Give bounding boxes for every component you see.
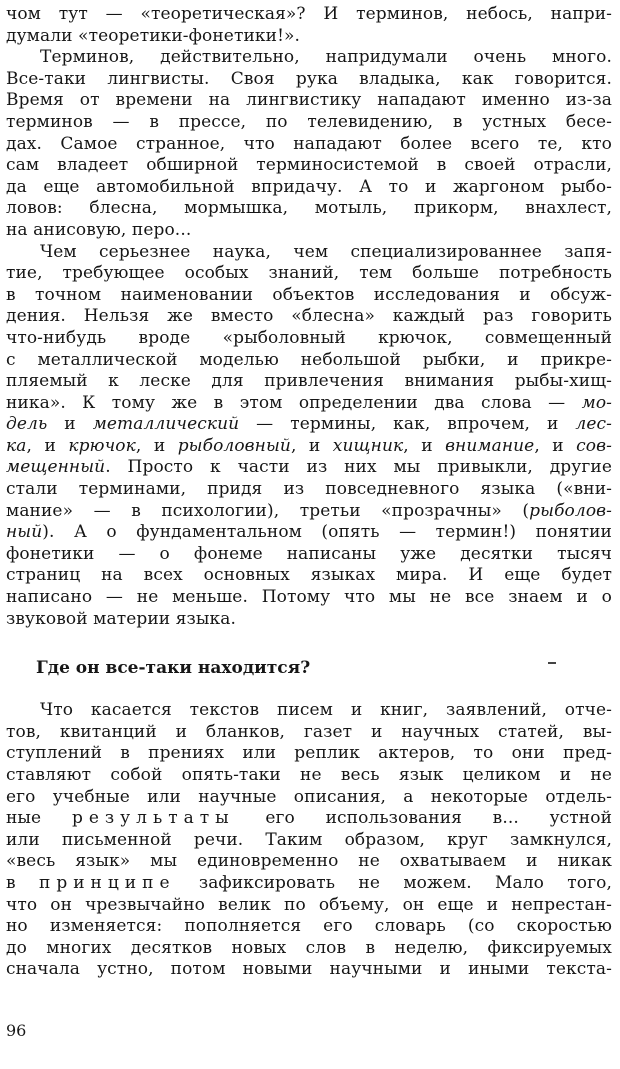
text-line: его учебные или научные описания, а некоторые отдель-: [6, 786, 612, 807]
text-span: , и: [26, 435, 69, 456]
italic-term: дель: [6, 414, 48, 435]
text-span: — термины, как, впрочем, и: [239, 414, 576, 435]
text-line: что он чрезвычайно велик по объему, он еще и непрестан-: [6, 894, 612, 915]
text-line: написано — не меньше. Потому что мы не все знаем и о: [6, 587, 612, 608]
italic-term: крючок: [68, 435, 136, 456]
text-line: «весь язык» мы единовременно не охватываем и никак: [6, 851, 612, 872]
text-line: сначала устно, потом новыми научными и иными текста-: [6, 959, 612, 980]
text-span: в: [6, 872, 39, 893]
text-line: дения. Нельзя же вместо «блесна» каждый раз говорить: [6, 306, 612, 327]
italic-term: ный: [6, 522, 43, 543]
text-line: Терминов, действительно, напридумали очень много.: [40, 47, 612, 68]
text-line: но изменяется: пополняется его словарь (со скоростью: [6, 916, 612, 937]
section-heading: Где он все-таки находится?: [36, 658, 311, 679]
text-span: ). А о фундаментальном (опять — термин!) понятии: [42, 522, 612, 543]
text-line: сам владеет обширной терминосистемой в своей отрасли,: [6, 155, 612, 176]
text-line: [6, 873, 612, 895]
text-span: , и: [290, 435, 333, 456]
text-line: Чем серьезнее наука, чем специализированнее запя-: [40, 241, 612, 262]
text-line: до многих десятков новых слов в неделю, фиксируемых: [6, 937, 612, 958]
italic-term: ка: [6, 435, 27, 456]
text-line: ловов: блесна, мормышка, мотыль, прикорм, внахлест,: [6, 198, 612, 219]
text-line: тов, квитанций и бланков, газет и научных статей, вы-: [6, 721, 612, 742]
spaced-term: принципе: [38, 872, 176, 893]
text-line: Время от времени на лингвистику нападают именно из-за: [6, 90, 612, 111]
italic-term: сов-: [576, 435, 612, 456]
text-line: что-нибудь вроде «рыболовный крючок, совмещенный: [6, 327, 612, 348]
text-line: или письменной речи. Таким образом, круг замкнулся,: [6, 829, 612, 850]
text-line: [6, 501, 612, 523]
italic-term: лес-: [575, 414, 612, 435]
text-span: и: [47, 414, 93, 435]
text-line: на анисовую, перо...: [6, 219, 192, 240]
text-line: да еще автомобильной впридачу. А то и жаргоном рыбо-: [6, 176, 612, 197]
text-span: ные: [6, 808, 72, 829]
text-span: зафиксировать не можем. Мало того,: [175, 872, 612, 893]
text-line: стали терминами, придя из повседневного языка («вни-: [6, 479, 612, 500]
italic-term: мо-: [581, 392, 612, 413]
text-line: звуковой материи языка.: [6, 608, 237, 629]
text-line: [6, 393, 612, 415]
italic-term: металлический: [92, 414, 240, 435]
text-line: страниц на всех основных языках мира. И еще будет: [6, 565, 612, 586]
text-line: [6, 808, 612, 830]
italic-term: рыболовный: [177, 435, 291, 456]
text-span: . Просто к части из них мы привыкли, другие: [105, 457, 612, 478]
text-line: чом тут — «теоретическая»? И терминов, небось, напри-: [6, 4, 612, 24]
text-line: [6, 436, 612, 458]
print-speck: [548, 662, 556, 664]
text-line: [6, 457, 612, 479]
text-line: пляемый к леске для привлечения внимания рыбы-хищ-: [6, 371, 612, 392]
text-span: , и: [135, 435, 178, 456]
text-line: Что касается текстов писем и книг, заявлений, отче-: [40, 700, 612, 721]
text-line: фонетики — о фонеме написаны уже десятки тысяч: [6, 543, 612, 564]
text-line: [6, 522, 612, 544]
italic-term: мещенный: [6, 457, 106, 478]
text-line: [6, 414, 612, 436]
italic-term: хищник: [332, 435, 404, 456]
text-line: ставляют собой опять-таки не весь язык целиком и не: [6, 765, 612, 785]
page-number: 96: [6, 1021, 27, 1040]
spaced-term: результаты: [71, 808, 235, 829]
text-line: думали «теоретики-фонетики!».: [6, 25, 300, 46]
text-span: , и: [403, 435, 446, 456]
text-line: терминов — в прессе, по телевидению, в устных бесе-: [6, 111, 612, 132]
text-span: , и: [534, 435, 577, 456]
italic-term: рыболов-: [529, 500, 612, 521]
text-line: Все-таки лингвисты. Своя рука владыка, как говорится.: [6, 68, 612, 89]
italic-term: внимание: [445, 435, 535, 456]
text-line: ступлений в прениях или реплик актеров, то они пред-: [6, 743, 612, 764]
text-span: его использования в... устной: [234, 808, 612, 829]
text-span: ника». К тому же в этом определении два слова —: [6, 392, 566, 413]
text-line: в точном наименовании объектов исследования и обсуж-: [6, 284, 612, 305]
text-line: дах. Самое странное, что нападают более всего те, кто: [6, 133, 612, 154]
text-line: с металлической моделью небольшой рыбки, и прикре-: [6, 349, 612, 370]
text-span: мание» — в психологии), третьи «прозрачны» (: [6, 500, 530, 521]
text-line: тие, требующее особых знаний, тем больше потребность: [6, 263, 612, 284]
